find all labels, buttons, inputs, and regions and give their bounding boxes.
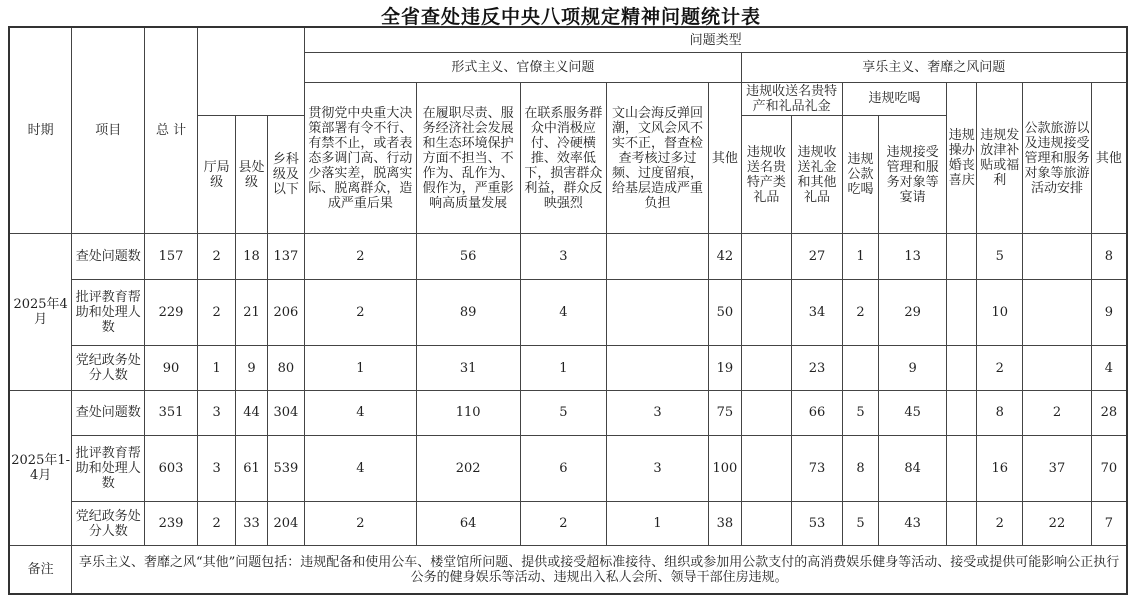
cell: 2 [197, 280, 235, 346]
cell: 4 [1091, 346, 1127, 391]
cell: 539 [267, 435, 304, 501]
cell: 64 [416, 501, 520, 546]
cell: 53 [792, 501, 843, 546]
cell: 1 [520, 346, 606, 391]
cell [947, 501, 977, 546]
header-level-spacer [197, 27, 304, 115]
period-label: 2025年4月 [9, 234, 72, 391]
header-hedonism-other: 其他 [1091, 82, 1127, 233]
cell: 38 [709, 501, 741, 546]
cell: 2 [1023, 390, 1092, 435]
cell: 2 [977, 501, 1023, 546]
cell: 1 [842, 234, 878, 280]
cell: 2 [197, 234, 235, 280]
cell: 70 [1091, 435, 1127, 501]
cell: 66 [792, 390, 843, 435]
cell [947, 280, 977, 346]
header-gifts-b: 违规收送礼金和其他礼品 [792, 115, 843, 233]
cell: 2 [197, 501, 235, 546]
cell: 34 [792, 280, 843, 346]
header-formalism-2: 在履职尽责、服务经济社会发展和生态环境保护方面不担当、不作为、乱作为、假作为，严重影响高质量发展 [416, 82, 520, 233]
cell: 1 [305, 346, 416, 391]
table-row [9, 280, 1127, 346]
cell: 3 [197, 390, 235, 435]
cell [947, 390, 977, 435]
cell: 9 [1091, 280, 1127, 346]
cell: 7 [1091, 501, 1127, 546]
cell: 75 [709, 390, 741, 435]
cell: 89 [416, 280, 520, 346]
header-hedonism: 享乐主义、奢靡之风问题 [741, 53, 1127, 83]
cell: 8 [977, 390, 1023, 435]
cell: 80 [267, 346, 304, 391]
cell [741, 501, 792, 546]
cell: 2 [977, 346, 1023, 391]
header-level-xiang: 乡科级及以下 [267, 115, 304, 233]
header-formalism: 形式主义、官僚主义问题 [305, 53, 741, 83]
cell: 33 [236, 501, 267, 546]
row-label: 查处问题数 [72, 390, 145, 435]
cell: 100 [709, 435, 741, 501]
cell [947, 346, 977, 391]
header-eating-b: 违规接受管理和服务对象等宴请 [879, 115, 947, 233]
cell [741, 435, 792, 501]
statistics-table [8, 26, 1128, 595]
cell [606, 234, 708, 280]
cell: 29 [879, 280, 947, 346]
cell [1023, 346, 1092, 391]
header-formalism-1: 贯彻党中央重大决策部署有令不行、有禁不止，或者表态多调门高、行动少落实差，脱离实际、脱离群众，造成严重后果 [305, 82, 416, 233]
header-travel: 公款旅游以及违规接受管理和服务对象等旅游活动安排 [1023, 82, 1092, 233]
note-label: 备注 [9, 546, 72, 594]
cell: 9 [879, 346, 947, 391]
cell: 21 [236, 280, 267, 346]
header-gifts-a: 违规收送名贵特产类礼品 [741, 115, 792, 233]
cell [606, 346, 708, 391]
header-eating-a: 违规公款吃喝 [842, 115, 878, 233]
cell: 2 [305, 234, 416, 280]
header-allowances: 违规发放津补贴或福利 [977, 82, 1023, 233]
cell: 157 [145, 234, 198, 280]
header-total: 总 计 [145, 27, 198, 234]
header-level-xian: 县处级 [236, 115, 267, 233]
cell: 42 [709, 234, 741, 280]
cell: 3 [197, 435, 235, 501]
header-formalism-other: 其他 [709, 82, 741, 233]
cell: 50 [709, 280, 741, 346]
cell: 1 [606, 501, 708, 546]
cell [741, 346, 792, 391]
cell [741, 280, 792, 346]
cell: 31 [416, 346, 520, 391]
cell: 84 [879, 435, 947, 501]
cell: 19 [709, 346, 741, 391]
cell: 18 [236, 234, 267, 280]
table-row [9, 234, 1127, 280]
cell: 73 [792, 435, 843, 501]
cell: 61 [236, 435, 267, 501]
cell: 202 [416, 435, 520, 501]
cell: 137 [267, 234, 304, 280]
cell: 8 [842, 435, 878, 501]
cell: 28 [1091, 390, 1127, 435]
header-formalism-3: 在联系服务群众中消极应付、冷硬横推、效率低下，损害群众利益，群众反映强烈 [520, 82, 606, 233]
header-formalism-4: 文山会海反弹回潮，文风会风不实不正，督查检查考核过多过频、过度留痕，给基层造成严重负担 [606, 82, 708, 233]
cell [606, 280, 708, 346]
cell: 8 [1091, 234, 1127, 280]
header-eating: 违规吃喝 [842, 82, 946, 115]
cell: 22 [1023, 501, 1092, 546]
cell: 90 [145, 346, 198, 391]
cell: 5 [842, 390, 878, 435]
cell [1023, 234, 1092, 280]
cell: 4 [305, 390, 416, 435]
header-problem-type: 问题类型 [305, 27, 1127, 53]
cell [842, 346, 878, 391]
row-label: 党纪政务处分人数 [72, 501, 145, 546]
cell: 23 [792, 346, 843, 391]
cell: 13 [879, 234, 947, 280]
cell: 110 [416, 390, 520, 435]
cell: 2 [305, 501, 416, 546]
cell: 43 [879, 501, 947, 546]
table-row [9, 501, 1127, 546]
cell: 3 [520, 234, 606, 280]
cell: 3 [606, 390, 708, 435]
cell: 1 [197, 346, 235, 391]
cell: 603 [145, 435, 198, 501]
cell: 44 [236, 390, 267, 435]
cell: 45 [879, 390, 947, 435]
cell: 5 [842, 501, 878, 546]
table-row [9, 435, 1127, 501]
row-label: 党纪政务处分人数 [72, 346, 145, 391]
cell [741, 390, 792, 435]
cell: 5 [520, 390, 606, 435]
cell: 6 [520, 435, 606, 501]
table-row [9, 390, 1127, 435]
cell: 3 [606, 435, 708, 501]
table-title: 全省查处违反中央八项规定精神问题统计表 [380, 6, 761, 28]
cell [947, 435, 977, 501]
note-row [9, 546, 1127, 594]
cell: 204 [267, 501, 304, 546]
cell: 239 [145, 501, 198, 546]
cell [1023, 280, 1092, 346]
note-text: 享乐主义、奢靡之风“其他”问题包括：违规配备和使用公车、楼堂馆所问题、提供或接受超标准接待、组织或参加用公款支付的高消费娱乐健身等活动、接受或提供可能影响公正执行公务的健身娱乐等活动、违规出入私人会所、领导干部住房违规。 [72, 546, 1127, 594]
row-label: 查处问题数 [72, 234, 145, 280]
cell: 351 [145, 390, 198, 435]
cell: 2 [305, 280, 416, 346]
cell: 2 [842, 280, 878, 346]
cell: 206 [267, 280, 304, 346]
cell: 2 [520, 501, 606, 546]
cell: 16 [977, 435, 1023, 501]
header-item: 项目 [72, 27, 145, 234]
cell: 4 [520, 280, 606, 346]
table-row [9, 346, 1127, 391]
header-gifts: 违规收送名贵特产和礼品礼金 [741, 82, 842, 115]
cell [741, 234, 792, 280]
cell: 4 [305, 435, 416, 501]
header-level-ting: 厅局级 [197, 115, 235, 233]
row-label: 批评教育帮助和处理人数 [72, 435, 145, 501]
cell: 9 [236, 346, 267, 391]
period-label: 2025年1-4月 [9, 390, 72, 546]
cell: 56 [416, 234, 520, 280]
cell: 304 [267, 390, 304, 435]
cell: 229 [145, 280, 198, 346]
cell: 5 [977, 234, 1023, 280]
cell: 27 [792, 234, 843, 280]
row-label: 批评教育帮助和处理人数 [72, 280, 145, 346]
cell: 37 [1023, 435, 1092, 501]
header-weddings-funerals: 违规操办婚丧喜庆 [947, 82, 977, 233]
cell: 10 [977, 280, 1023, 346]
header-period: 时期 [9, 27, 72, 234]
cell [947, 234, 977, 280]
